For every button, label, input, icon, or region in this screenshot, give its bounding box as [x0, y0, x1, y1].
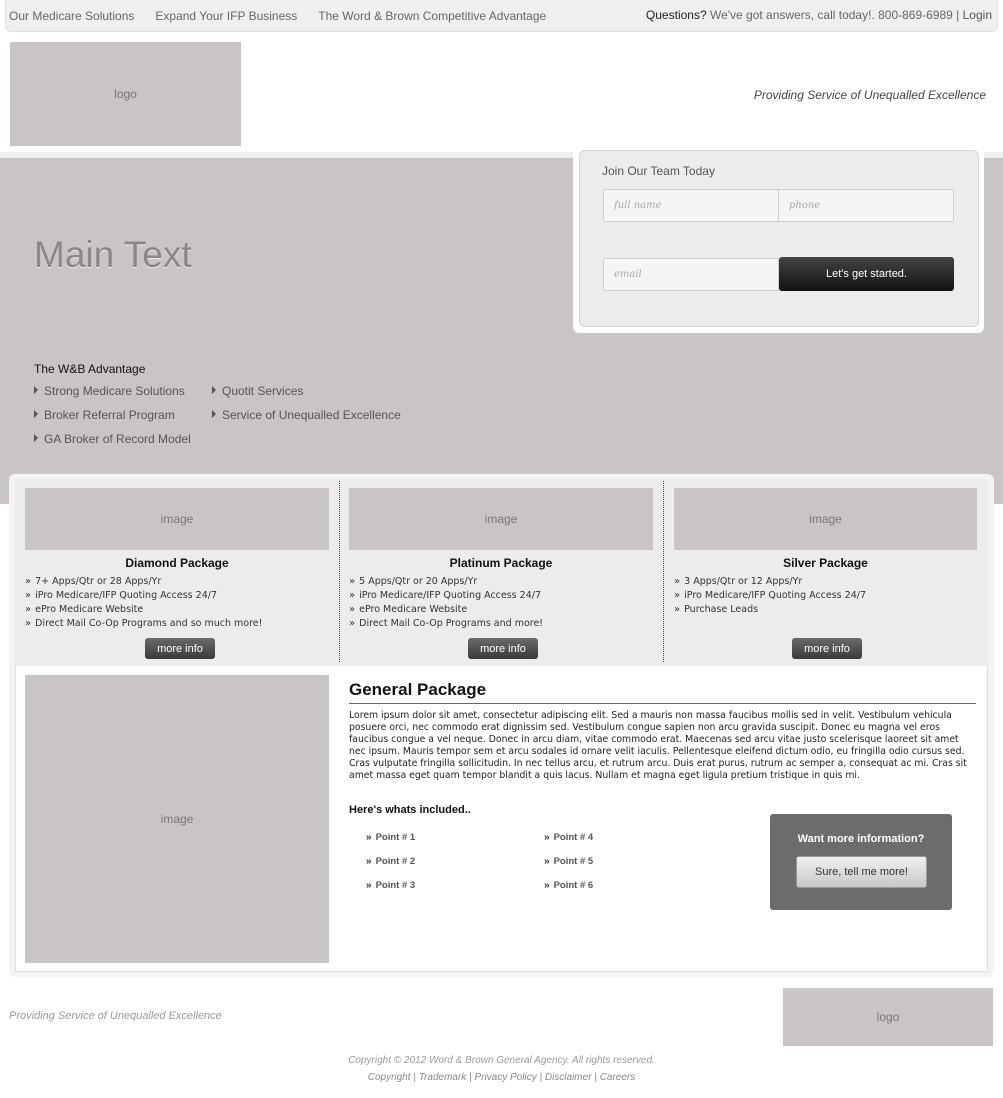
footer-link-trademark[interactable]: Trademark — [418, 1072, 467, 1083]
advantage-item[interactable]: GA Broker of Record Model — [34, 432, 191, 446]
double-chevron-icon: » — [25, 618, 32, 629]
full-name-input[interactable]: full name — [603, 189, 779, 222]
double-chevron-icon: » — [349, 590, 356, 601]
double-chevron-icon: » — [25, 576, 32, 587]
phone-input[interactable]: phone — [778, 189, 954, 222]
double-chevron-icon: » — [25, 590, 32, 601]
package-title: Diamond Package — [125, 556, 229, 570]
package-feature: » iPro Medicare/IFP Quoting Access 24/7 — [25, 590, 217, 601]
footer-link-disclaimer[interactable]: Disclaimer — [544, 1072, 592, 1083]
more-info-button-platinum[interactable]: more info — [468, 638, 538, 659]
package-title: Platinum Package — [449, 556, 553, 570]
join-title: Join Our Team Today — [602, 164, 715, 178]
double-chevron-icon: » — [544, 832, 550, 843]
double-chevron-icon: » — [674, 590, 681, 601]
questions-contact — [646, 8, 992, 22]
advantage-item[interactable]: Strong Medicare Solutions — [34, 384, 185, 398]
double-chevron-icon: » — [366, 832, 372, 843]
footer-logo[interactable]: logo — [783, 988, 993, 1046]
questions-text: We've got answers, call today!. 800-869-6989 | — [706, 8, 963, 22]
double-chevron-icon: » — [674, 576, 681, 587]
double-chevron-icon: » — [366, 880, 372, 891]
included-point: » Point # 6 — [544, 880, 594, 891]
general-package-title: General Package — [349, 680, 976, 704]
package-feature: » Direct Mail Co-Op Programs and so much more! — [25, 618, 263, 629]
package-feature: » iPro Medicare/IFP Quoting Access 24/7 — [674, 590, 866, 601]
package-feature: » 7+ Apps/Qtr or 28 Apps/Yr — [25, 576, 162, 587]
double-chevron-icon: » — [544, 856, 550, 867]
copyright-text: Copyright © 2012 Word & Brown General Agency. All rights reserved. — [348, 1055, 655, 1066]
get-started-button[interactable]: Let's get started. — [779, 257, 954, 291]
package-image: image — [674, 488, 977, 550]
included-title: Here's whats included.. — [349, 804, 471, 816]
double-chevron-icon: » — [25, 604, 32, 615]
footer-link-privacy[interactable]: Privacy Policy — [474, 1072, 537, 1083]
package-image: image — [349, 488, 653, 550]
package-feature: » Purchase Leads — [674, 604, 759, 615]
package-features — [349, 575, 543, 631]
included-point: » Point # 5 — [544, 856, 594, 867]
double-chevron-icon: » — [366, 856, 372, 867]
nav-link-advantage[interactable]: The Word & Brown Competitive Advantage — [318, 9, 547, 23]
header-logo[interactable]: logo — [10, 42, 241, 146]
package-feature: » 5 Apps/Qtr or 20 Apps/Yr — [349, 576, 478, 587]
triangle-icon — [212, 410, 216, 418]
login-link[interactable]: Login — [962, 8, 992, 22]
package-feature: » ePro Medicare Website — [349, 604, 468, 615]
package-features — [674, 575, 866, 617]
package-feature: » ePro Medicare Website — [25, 604, 144, 615]
advantage-item[interactable]: Broker Referral Program — [34, 408, 175, 422]
triangle-icon — [34, 434, 38, 442]
footer-link-copyright[interactable]: Copyright — [367, 1072, 411, 1083]
package-features — [25, 575, 262, 631]
double-chevron-icon: » — [349, 576, 356, 587]
general-package-description: Lorem ipsum dolor sit amet, consectetur adipiscing elit. Sed a mauris non massa faucibus mollis sed in velit. Vestibulum vehicula posuere orci, nec commodo erat dignissim sed. Vestibulum congue sapien non arcu gravida suscipit. Donec eu magna vel eros faucibus congue a vel neque. Donec in arcu diam, vitae commodo erat. Maecenas sed arcu vitae justo scelerisque laoreet sit amet nec ipsum. Mauris tempor sem et arcu sodales id ornare velit iaculis. Pellentesque eleifend dictum odio, eu fringilla odio cursus sed. Cras vulputate fringilla sollicitudin. In nec tellus arcu, et rutrum arcu. Duis erat purus, rutrum ac semper a, consequat ac mi. Cras sit amet massa eget quam tempor blandit a quis lacus. Nullam et magna eget ligula pretium tristique in quis mi. — [349, 710, 967, 781]
double-chevron-icon: » — [349, 618, 356, 629]
double-chevron-icon: » — [349, 604, 356, 615]
tell-me-more-button[interactable]: Sure, tell me more! — [796, 856, 927, 888]
package-feature: » iPro Medicare/IFP Quoting Access 24/7 — [349, 590, 541, 601]
questions-label: Questions? — [645, 8, 707, 22]
more-info-button-silver[interactable]: more info — [792, 638, 862, 659]
nav-link-medicare[interactable]: Our Medicare Solutions — [9, 9, 135, 23]
included-point: » Point # 2 — [366, 856, 416, 867]
more-info-title: Want more information? — [797, 833, 925, 845]
triangle-icon — [34, 410, 38, 418]
advantage-title: The W&B Advantage — [34, 362, 146, 376]
triangle-icon — [212, 386, 216, 394]
top-nav — [9, 9, 567, 23]
advantage-item[interactable]: Quotit Services — [212, 384, 303, 398]
included-point: » Point # 3 — [366, 880, 416, 891]
nav-link-ifp[interactable]: Expand Your IFP Business — [155, 9, 298, 23]
package-title: Silver Package — [783, 556, 868, 570]
email-input[interactable]: email — [603, 258, 779, 291]
general-package-image: image — [25, 675, 329, 963]
more-info-button-diamond[interactable]: more info — [145, 638, 215, 659]
package-feature: » 3 Apps/Qtr or 12 Apps/Yr — [674, 576, 803, 587]
included-point: » Point # 1 — [366, 832, 416, 843]
package-divider — [339, 481, 340, 662]
triangle-icon — [34, 386, 38, 394]
package-image: image — [25, 488, 329, 550]
footer-links: Copyright | Trademark | Privacy Policy | Disclaimer | Careers — [367, 1072, 636, 1083]
included-point: » Point # 4 — [544, 832, 594, 843]
footer-tagline: Providing Service of Unequalled Excellence — [9, 1010, 222, 1022]
hero-main-text: Main Text — [34, 234, 192, 275]
package-feature: » Direct Mail Co-Op Programs and more! — [349, 618, 544, 629]
double-chevron-icon: » — [674, 604, 681, 615]
advantage-item[interactable]: Service of Unequalled Excellence — [212, 408, 401, 422]
double-chevron-icon: » — [544, 880, 550, 891]
header-tagline: Providing Service of Unequalled Excellence — [753, 88, 986, 102]
package-divider — [663, 481, 664, 662]
footer-link-careers[interactable]: Careers — [599, 1072, 636, 1083]
